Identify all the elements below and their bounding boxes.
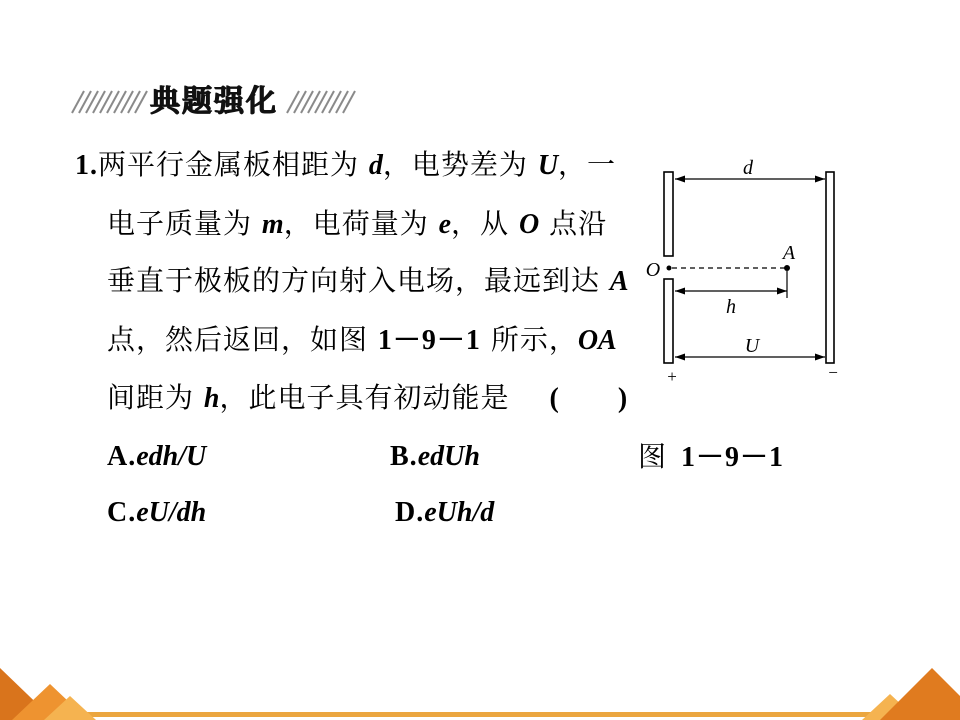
label-d: d: [743, 157, 753, 179]
option-a: [107, 439, 206, 475]
option-expression: eUh/d: [424, 497, 495, 528]
point-a-dot: [784, 265, 790, 271]
question-text: 两平行金属板相距为: [98, 148, 369, 181]
question-text: 点沿: [539, 207, 608, 240]
option-d: [395, 495, 494, 531]
option-expression: eU/dh: [136, 497, 207, 528]
variable-m: m: [261, 209, 284, 240]
question-line-5: [107, 380, 628, 416]
label-a: A: [782, 242, 796, 264]
question-line-4: [107, 322, 617, 358]
footer-decoration: [0, 660, 960, 720]
left-plate-lower: [664, 279, 673, 363]
option-expression: edUh: [417, 441, 480, 472]
section-title: 典题强化: [150, 84, 278, 119]
option-expression: edh/U: [136, 441, 207, 472]
variable-h: h: [203, 383, 220, 414]
hatch-right: [287, 91, 355, 113]
question-line-3: [107, 263, 629, 299]
figure-caption-number: 1－9－1: [681, 442, 785, 473]
variable-oa: OA: [577, 325, 617, 356]
figure-caption: [638, 439, 784, 475]
question-text: ，此电子具有初动能是: [219, 381, 510, 414]
question-text: ，从: [451, 207, 519, 240]
figure-caption-prefix: 图: [638, 440, 668, 473]
label-u: U: [744, 335, 760, 357]
option-label: B.: [390, 441, 418, 472]
option-b: [390, 439, 480, 475]
question-line-1: [75, 147, 616, 183]
question-text: 点，然后返回，如图: [107, 323, 378, 356]
label-h: h: [726, 296, 736, 318]
hatch-left: [72, 91, 147, 113]
option-label: A.: [107, 441, 137, 472]
h-dimension-arrow: [675, 288, 787, 295]
question-text: ，电势差为: [382, 148, 538, 181]
option-c: [107, 495, 206, 531]
question-number: 1.: [75, 150, 98, 181]
variable-e: e: [438, 209, 452, 240]
variable-a: A: [609, 266, 629, 297]
label-o: O: [645, 259, 661, 281]
variable-d: d: [368, 150, 383, 181]
question-text: 电子质量为: [107, 207, 262, 240]
question-text: 间距为: [107, 381, 204, 414]
footer-accent-line: [0, 712, 960, 717]
option-label: C.: [107, 497, 137, 528]
label-negative: −: [828, 363, 838, 382]
capacitor-diagram: [636, 150, 850, 390]
left-plate-upper: [664, 172, 673, 256]
question-text: ，电荷量为: [283, 207, 439, 240]
question-text: ，一: [558, 148, 617, 181]
question-text: 垂直于极板的方向射入电场，最远到达: [107, 264, 610, 297]
figure-reference: 1－9－1: [377, 325, 481, 356]
variable-o: O: [518, 209, 540, 240]
option-label: D.: [395, 497, 425, 528]
point-o-dot: [667, 266, 672, 271]
right-plate: [826, 172, 834, 363]
label-positive: +: [667, 367, 677, 386]
question-line-2: [107, 206, 607, 242]
question-text: 所示，: [480, 323, 578, 356]
variable-u: U: [537, 150, 559, 181]
answer-blank: ( ): [549, 383, 629, 414]
footer-triangle-right-dark: [880, 668, 960, 720]
